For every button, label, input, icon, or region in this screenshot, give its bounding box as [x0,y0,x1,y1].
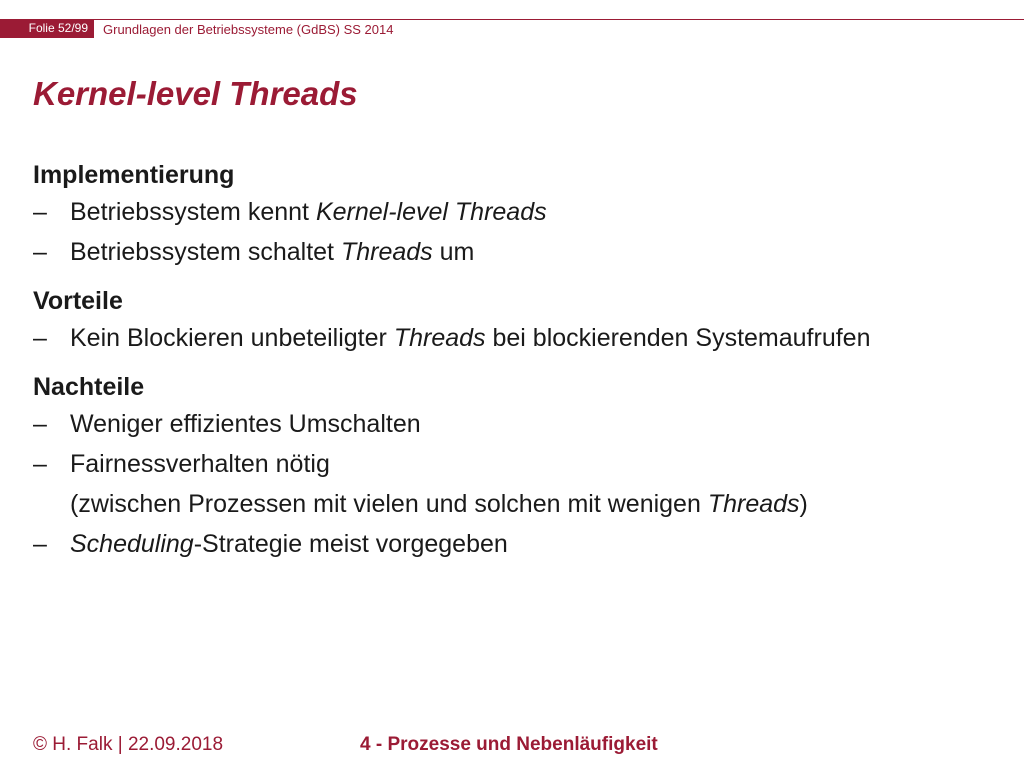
bullet-text-emphasis: Scheduling [70,530,194,558]
bullet-dash: – [33,530,47,558]
bullet-text: Betriebssystem kennt [70,198,316,226]
slide-title: Kernel-level Threads [33,75,358,112]
bullet-item [33,192,1003,232]
bullet-item [33,232,1003,272]
bullet-text: Betriebssystem schaltet [70,238,341,266]
bullet-text-emphasis: Kernel-level Threads [315,198,547,226]
bullet-dash: – [33,410,47,438]
slide-number-badge: Folie 52/99 [0,19,94,38]
bullet-text-emphasis: Threads [393,324,486,352]
footer-author-date: © H. Falk | 22.09.2018 [33,734,224,755]
bullet-text: ) [799,490,808,518]
bullet-text: (zwischen Prozessen mit vielen und solchen mit wenigen [70,490,708,518]
bullet-text: -Strategie meist vorgegeben [193,530,508,558]
section-heading-implementierung: Implementierung [33,161,235,189]
section-heading-nachteile: Nachteile [33,373,145,401]
bullet-text: bei blockierenden Systemaufrufen [485,324,871,352]
bullet-dash: – [33,324,47,352]
slide-content [33,158,1003,564]
bullet-dash: – [33,450,47,478]
bullet-item [33,318,1003,358]
course-title: Grundlagen der Betriebssysteme (GdBS) SS 2014 [103,22,394,37]
section-heading-vorteile: Vorteile [33,287,123,315]
bullet-item [33,404,1003,444]
bullet-item [33,524,1003,564]
bullet-text-emphasis: Threads [707,490,800,518]
bullet-text: Fairnessverhalten nötig [70,450,330,478]
bullet-text: Kein Blockieren unbeteiligter [70,324,394,352]
bullet-continuation [33,484,1003,524]
bullet-dash: – [33,198,47,226]
bullet-text: um [432,238,475,266]
bullet-text: Weniger effizientes Umschalten [70,410,421,438]
footer-chapter: 4 - Prozesse und Nebenläufigkeit [360,734,658,755]
bullet-dash: – [33,238,47,266]
bullet-text-emphasis: Threads [340,238,433,266]
bullet-item [33,444,1003,484]
header-rule [0,19,1024,20]
